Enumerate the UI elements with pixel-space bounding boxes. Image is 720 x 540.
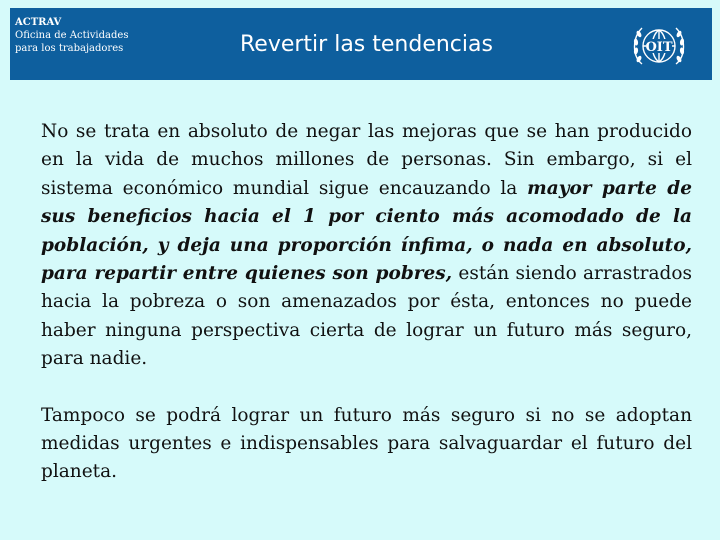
paragraph-1-part-2: están siendo arrastrados hacia la pobreza o son amenazados por ésta, entonces no puede haber ninguna perspectiva cierta de lograr un futuro más seguro, para nadie. — [41, 263, 692, 370]
org-name-line-1: Oficina de Actividades — [15, 30, 129, 41]
organization-block — [15, 16, 128, 55]
slide-title: Revertir las tendencias — [240, 32, 493, 57]
paragraph-2: Tampoco se podrá lograr un futuro más seguro si no se adoptan medidas urgentes e indispensables para salvaguardar el futuro del planeta. — [41, 404, 692, 483]
ilo-oit-logo-icon — [630, 20, 688, 72]
org-acronym: ACTRAV — [15, 17, 62, 28]
paragraph-1 — [41, 118, 692, 374]
org-name-line-2: para los trabajadores — [15, 43, 124, 54]
paragraph-1-emphasis: mayor parte de sus beneficios hacia el 1 por ciento más acomodado de la población, y deja una proporción ínfima, o nada en absoluto, para repartir entre quienes son pobres, — [41, 177, 692, 285]
logo-text: OIT — [645, 40, 673, 55]
paragraph-1-part-1: No se trata en absoluto de negar las mejoras que se han producido en la vida de muchos millones de personas. Sin embargo, si el sistema económico mundial sigue encauzando la — [41, 121, 692, 199]
content — [41, 118, 692, 487]
